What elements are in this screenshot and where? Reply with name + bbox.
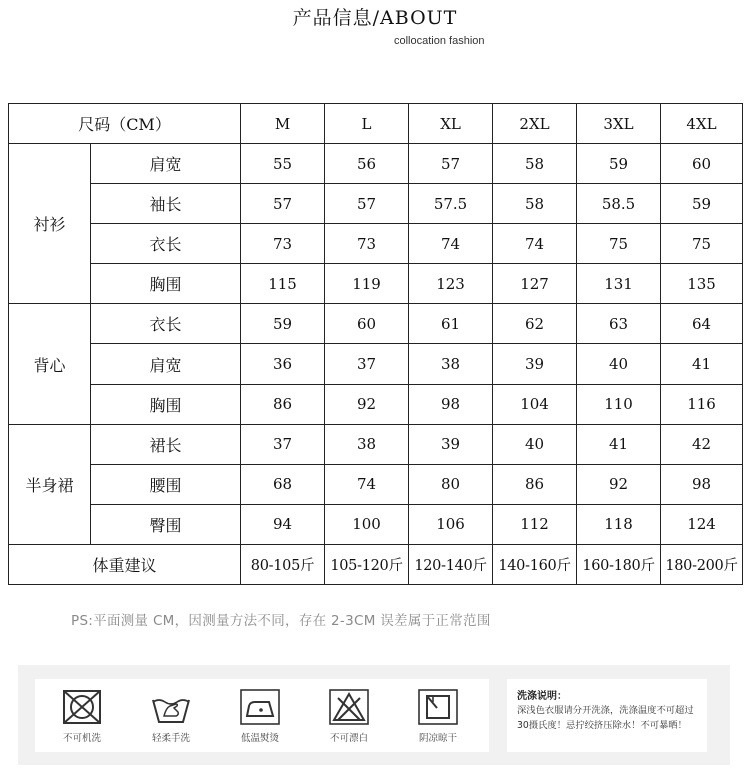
- value-cell: 58: [493, 184, 577, 224]
- measure-label-cell: 肩宽: [91, 144, 241, 184]
- category-cell: 半身裙: [9, 424, 91, 544]
- low-iron-icon: [239, 688, 281, 726]
- value-cell: 124: [661, 504, 743, 544]
- size-column-header: 2XL: [493, 104, 577, 144]
- value-cell: 41: [661, 344, 743, 384]
- value-cell: 42: [661, 424, 743, 464]
- weight-label-cell: 体重建议: [9, 544, 241, 584]
- value-cell: 116: [661, 384, 743, 424]
- value-cell: 68: [241, 464, 325, 504]
- value-cell: 36: [241, 344, 325, 384]
- value-cell: 60: [325, 304, 409, 344]
- measure-label-cell: 裙长: [91, 424, 241, 464]
- value-cell: 58: [493, 144, 577, 184]
- value-cell: 98: [409, 384, 493, 424]
- value-cell: 73: [241, 224, 325, 264]
- value-cell: 37: [325, 344, 409, 384]
- table-row: [9, 384, 743, 424]
- value-cell: 41: [577, 424, 661, 464]
- size-column-header: L: [325, 104, 409, 144]
- care-hand-wash: [131, 688, 211, 744]
- table-row: [9, 184, 743, 224]
- care-label: 不可漂白: [329, 733, 368, 744]
- care-label: 轻柔手洗: [151, 733, 190, 744]
- measurement-note: PS:平面测量 CM，因测量方法不同，存在 2-3CM 误差属于正常范围: [71, 613, 491, 629]
- shade-dry-icon: [417, 688, 459, 726]
- hand-wash-icon: [150, 688, 192, 726]
- size-column-header: 3XL: [577, 104, 661, 144]
- value-cell: 74: [409, 224, 493, 264]
- value-cell: 112: [493, 504, 577, 544]
- value-cell: 86: [241, 384, 325, 424]
- care-label: 不可机洗: [62, 733, 101, 744]
- value-cell: 74: [325, 464, 409, 504]
- page-subtitle: collocation fashion: [394, 35, 485, 47]
- size-column-header: XL: [409, 104, 493, 144]
- value-cell: 119: [325, 264, 409, 304]
- value-cell: 59: [241, 304, 325, 344]
- size-chart-table: [8, 103, 743, 585]
- table-row: [9, 504, 743, 544]
- table-row: [9, 304, 743, 344]
- table-row: [9, 464, 743, 504]
- value-cell: 73: [325, 224, 409, 264]
- page-title: 产品信息/ABOUT: [292, 7, 458, 29]
- value-cell: 92: [577, 464, 661, 504]
- care-low-iron: [220, 688, 300, 744]
- value-cell: 57: [325, 184, 409, 224]
- table-row: [9, 424, 743, 464]
- weight-row: [9, 544, 743, 584]
- value-cell: 59: [661, 184, 743, 224]
- value-cell: 64: [661, 304, 743, 344]
- value-cell: 92: [325, 384, 409, 424]
- value-cell: 127: [493, 264, 577, 304]
- size-header-cell: 尺码（CM）: [9, 104, 241, 144]
- no-machine-wash-icon: [61, 688, 103, 726]
- no-bleach-icon: [328, 688, 370, 726]
- value-cell: 75: [661, 224, 743, 264]
- wash-instructions: [507, 679, 707, 752]
- value-cell: 106: [409, 504, 493, 544]
- value-cell: 100: [325, 504, 409, 544]
- value-cell: 110: [577, 384, 661, 424]
- value-cell: 86: [493, 464, 577, 504]
- size-column-header: M: [241, 104, 325, 144]
- weight-cell: 105-120斤: [325, 544, 409, 584]
- header-row: [9, 104, 743, 144]
- value-cell: 74: [493, 224, 577, 264]
- size-column-header: 4XL: [661, 104, 743, 144]
- value-cell: 39: [493, 344, 577, 384]
- table-row: [9, 144, 743, 184]
- measure-label-cell: 肩宽: [91, 344, 241, 384]
- measure-label-cell: 胸围: [91, 384, 241, 424]
- care-shade-dry: [398, 688, 478, 744]
- category-cell: 衬衫: [9, 144, 91, 304]
- measure-label-cell: 臀围: [91, 504, 241, 544]
- value-cell: 59: [577, 144, 661, 184]
- value-cell: 118: [577, 504, 661, 544]
- care-no-machine-wash: [42, 688, 122, 744]
- value-cell: 39: [409, 424, 493, 464]
- value-cell: 56: [325, 144, 409, 184]
- value-cell: 55: [241, 144, 325, 184]
- value-cell: 40: [493, 424, 577, 464]
- value-cell: 75: [577, 224, 661, 264]
- value-cell: 135: [661, 264, 743, 304]
- value-cell: 40: [577, 344, 661, 384]
- value-cell: 98: [661, 464, 743, 504]
- weight-cell: 140-160斤: [493, 544, 577, 584]
- weight-cell: 160-180斤: [577, 544, 661, 584]
- care-label: 阴凉晾干: [418, 733, 457, 744]
- category-cell: 背心: [9, 304, 91, 424]
- table-row: [9, 264, 743, 304]
- care-no-bleach: [309, 688, 389, 744]
- value-cell: 38: [409, 344, 493, 384]
- value-cell: 38: [325, 424, 409, 464]
- value-cell: 94: [241, 504, 325, 544]
- value-cell: 63: [577, 304, 661, 344]
- value-cell: 123: [409, 264, 493, 304]
- measure-label-cell: 衣长: [91, 224, 241, 264]
- wash-title: 洗涤说明：: [517, 691, 567, 702]
- value-cell: 37: [241, 424, 325, 464]
- value-cell: 57: [409, 144, 493, 184]
- weight-cell: 120-140斤: [409, 544, 493, 584]
- table-row: [9, 344, 743, 384]
- value-cell: 80: [409, 464, 493, 504]
- measure-label-cell: 腰围: [91, 464, 241, 504]
- value-cell: 62: [493, 304, 577, 344]
- value-cell: 57.5: [409, 184, 493, 224]
- value-cell: 131: [577, 264, 661, 304]
- measure-label-cell: 胸围: [91, 264, 241, 304]
- care-label: 低温熨烫: [240, 733, 279, 744]
- measure-label-cell: 衣长: [91, 304, 241, 344]
- value-cell: 104: [493, 384, 577, 424]
- value-cell: 58.5: [577, 184, 661, 224]
- wash-text: 深浅色衣服请分开洗涤，洗涤温度不可超过30摄氏度！忌拧绞挤压除水！不可暴晒！: [517, 705, 694, 731]
- weight-cell: 180-200斤: [661, 544, 743, 584]
- table-row: [9, 224, 743, 264]
- value-cell: 61: [409, 304, 493, 344]
- value-cell: 60: [661, 144, 743, 184]
- value-cell: 57: [241, 184, 325, 224]
- weight-cell: 80-105斤: [241, 544, 325, 584]
- value-cell: 115: [241, 264, 325, 304]
- measure-label-cell: 袖长: [91, 184, 241, 224]
